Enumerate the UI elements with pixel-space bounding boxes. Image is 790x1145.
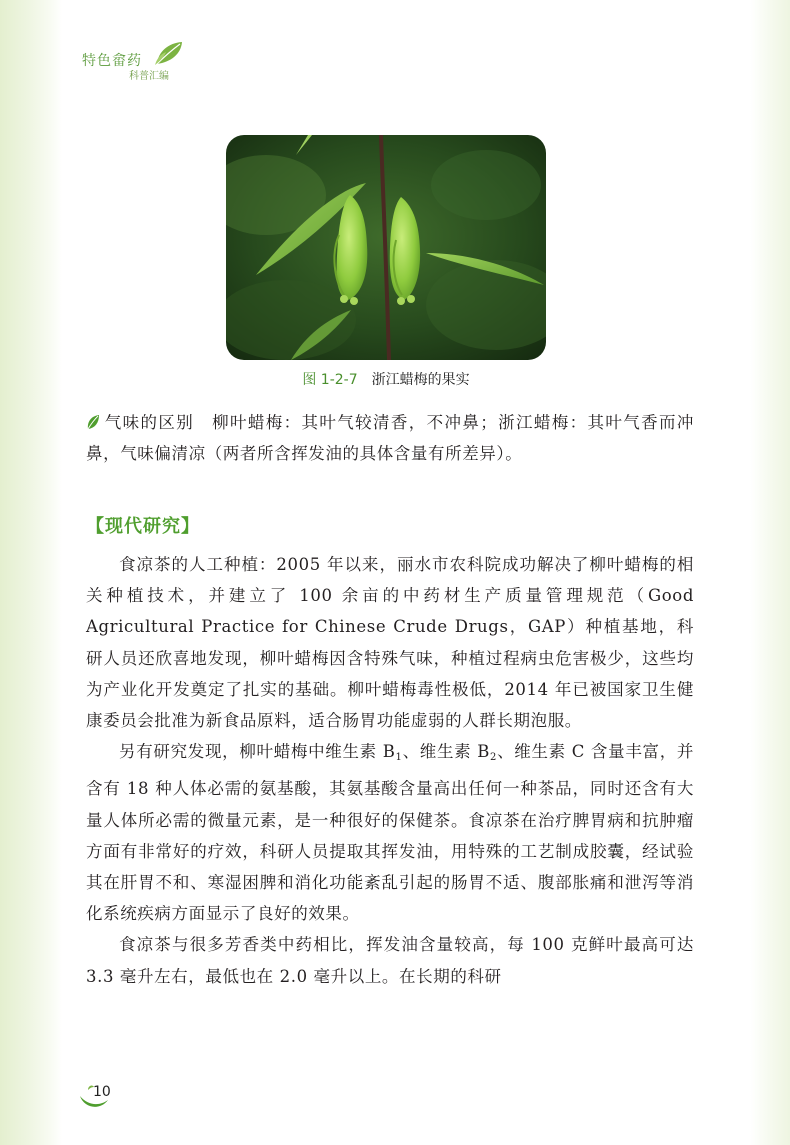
paragraph-nutrients — [86, 736, 694, 929]
figure-title: 浙江蜡梅的果实 — [371, 372, 470, 388]
figure-number: 图 1-2-7 — [302, 372, 358, 388]
smell-text: 柳叶蜡梅：其叶气较清香，不冲鼻；浙江蜡梅：其叶气香而冲鼻，气味偏清凉（两者所含挥发油的具体含量有所差异）。 — [86, 413, 695, 464]
subscript-1: 1 — [395, 752, 403, 764]
left-decorative-band — [0, 0, 62, 1145]
figure-caption — [226, 369, 546, 389]
page-number: 10 — [93, 1084, 111, 1100]
brand-subtitle: 科普汇编 — [129, 71, 169, 82]
header-logo — [82, 40, 212, 80]
brand-title: 特色畲药 — [82, 53, 142, 69]
paragraph-nutrients-part-b: 、维生素 B — [402, 742, 491, 762]
paragraph-cultivation: 食凉茶的人工种植：2005 年以来，丽水市农科院成功解决了柳叶蜡梅的相关种植技术，并建立了 100 余亩的中药材生产质量管理规范（Good Agricultural Practice for Chinese Crude Drugs，GAP）种植基地，科研人员还欣喜地发现，柳叶蜡梅因含特殊气味，种植过程病虫危害极少，这些均为产业化开发奠定了扎实的基础。柳叶蜡梅毒性极低，2014 年已被国家卫生健康委员会批准为新食品原料，适合肠胃功能虚弱的人群长期泡服。 — [86, 555, 694, 731]
subscript-2: 2 — [490, 752, 497, 764]
leaf-icon — [154, 40, 184, 66]
smell-title: 气味的区别 — [104, 413, 195, 432]
paragraph-volatile-oil: 食凉茶与很多芳香类中药相比，挥发油含量较高，每 100 克鲜叶最高可达 3.3 毫升左右，最低也在 2.0 毫升以上。在长期的科研 — [86, 935, 694, 986]
smell-paragraph — [86, 407, 694, 469]
research-body — [86, 549, 694, 992]
leaf-bullet-icon — [86, 414, 100, 430]
right-decorative-band — [750, 0, 790, 1145]
paragraph-nutrients-part-c: 、维生素 C 含量丰富，并含有 18 种人体必需的氨基酸，其氨基酸含量高出任何一种茶品，同时还含有大量人体所必需的微量元素，是一种很好的保健茶。食凉茶在治疗脾胃病和抗肿瘤方面有非常好的疗效，科研人员提取其挥发油，用特殊的工艺制成胶囊，经试验其在肝胃不和、寒湿困脾和消化功能紊乱引起的肠胃不适、腹部胀痛和泄泻等消化系统疾病方面显示了良好的效果。 — [86, 742, 694, 924]
fruit-photo — [226, 135, 546, 360]
page-number-badge — [78, 1084, 112, 1112]
section-heading: 【现代研究】 — [86, 516, 200, 537]
paragraph-nutrients-part-a: 另有研究发现，柳叶蜡梅中维生素 B — [119, 742, 396, 762]
